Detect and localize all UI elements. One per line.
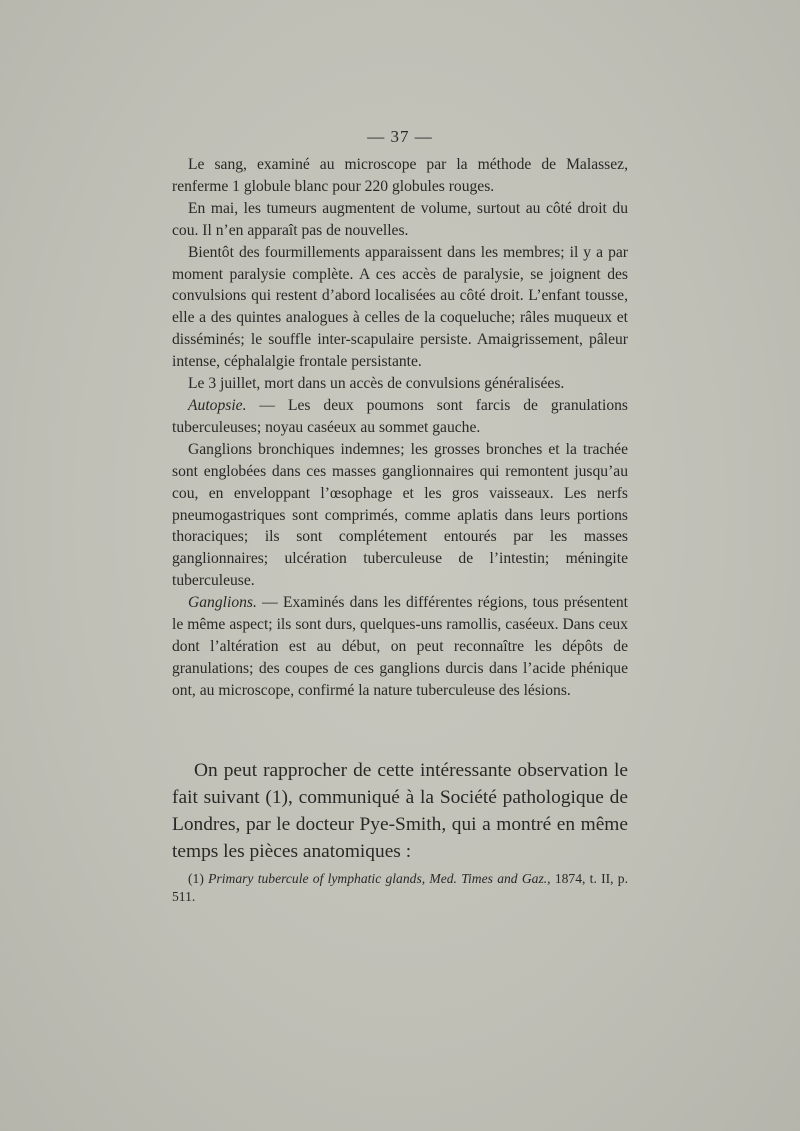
- footnote-title: Primary tubercule of lymphatic glands, Med. Times and Gaz.: [208, 871, 548, 886]
- ganglions-heading: Ganglions.: [188, 594, 257, 612]
- paragraph-autopsy: Autopsie. — Les deux poumons sont farcis de granulations tuberculeuses; noyau caséeux au sommet gauche.: [172, 396, 628, 436]
- footnote-reference: , 1874, t. II, p. 511.: [172, 871, 629, 904]
- autopsy-heading: Autopsie.: [188, 396, 247, 414]
- paragraph-death: Le 3 juillet, mort dans un accès de convulsions généralisées.: [188, 375, 565, 393]
- paragraph-symptoms: Bientôt des fourmillements apparaissent dans les membres; il y a par moment paralysie complète. A ces accès de paralysie, se joignent des convulsions qui restent d’abord localisées au côté droit. L’enfant tousse, elle a des quintes analogues à celles de la coqueluche; râles muqueux et disséminés; le souffle inter-scapulaire persiste. Amaigrissement, pâleur intense, céphalalgie frontale persistante.: [172, 243, 628, 371]
- paragraph-may: En mai, les tumeurs augmentent de volume, surtout au côté droit du cou. Il n’en apparaît pas de nouvelles.: [172, 199, 628, 239]
- paragraph-comparison: On peut rapprocher de cette intéressante observation le fait suivant (1), communiqué à la Société pathologique de Londres, par le docteur Pye-Smith, qui a montré en même temps les pièces anatomiques :: [172, 760, 628, 862]
- paragraph-bronchial: Ganglions bronchiques indemnes; les grosses bronches et la trachée sont englobées dans ces masses ganglionnaires qui remontent jusqu’au cou, en enveloppant l’œsophage et les gros vaisseaux. Les nerfs pneumogastriques sont comprimés, comme aplatis dans leurs portions thoraciques; ils sont complétement entourés par les masses ganglionnaires; ulcération tuberculeuse de l’intestin; méningite tuberculeuse.: [172, 440, 628, 590]
- footnote: [172, 870, 628, 906]
- paragraph-blood: Le sang, examiné au microscope par la méthode de Malassez, renferme 1 globule blanc pour 220 globules rouges.: [172, 156, 628, 195]
- page-number: — 37 —: [367, 127, 433, 146]
- body-text: [172, 154, 628, 702]
- footnote-marker: (1): [188, 871, 209, 886]
- paragraph-ganglions: Ganglions. — Examinés dans les différentes régions, tous présentent le même aspect; ils sont durs, quelques-uns ramollis, caséeux. Dans ceux dont l’altération est au début, on peut reconnaître les dépôts de granulations; des coupes de ces ganglions durcis dans l’acide phénique ont, au microscope, confirmé la nature tuberculeuse des lésions.: [172, 594, 628, 699]
